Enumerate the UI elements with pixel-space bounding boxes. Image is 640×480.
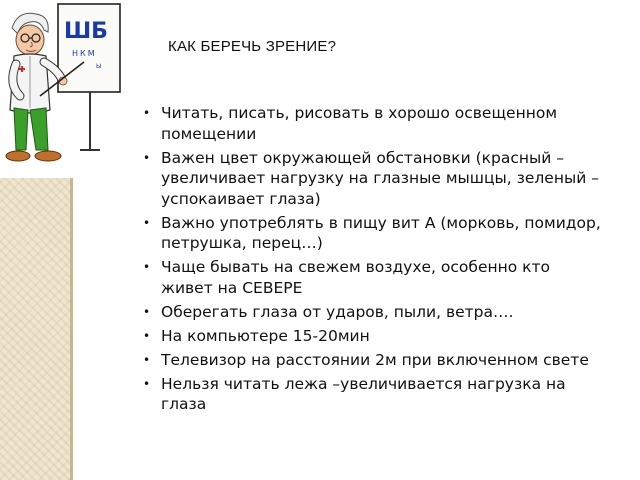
bullet-text-line-1: Важен цвет окружающей обстановки (красный – bbox=[161, 148, 564, 167]
bullet-text-line-2: помещении bbox=[161, 124, 257, 143]
bullet-item bbox=[142, 257, 640, 298]
bullet-text-line-2: глаза bbox=[161, 395, 207, 413]
bullet-text-line-1: Читать, писать, рисовать в хорошо освещенном bbox=[161, 104, 558, 122]
bullet-item bbox=[142, 374, 640, 415]
bullet-text-line-1: Телевизор на расстоянии 2м при включенном свете bbox=[161, 350, 589, 369]
decorative-side-strip bbox=[0, 178, 73, 480]
bullet-text-line-1: Нельзя читать лежа –увеличивается нагрузка на bbox=[161, 374, 566, 393]
bullet-item bbox=[142, 350, 640, 371]
bullet-marker: • bbox=[143, 215, 151, 230]
slide-title: КАК БЕРЕЧЬ ЗРЕНИЕ? bbox=[168, 38, 337, 55]
tips-bullet-list bbox=[142, 103, 640, 418]
bullet-item bbox=[142, 148, 640, 210]
eye-chart-row-2: НКМ bbox=[72, 49, 97, 58]
eye-chart-row-1: ШБ bbox=[64, 19, 108, 44]
bullet-item bbox=[142, 213, 640, 254]
bullet-marker: • bbox=[143, 260, 151, 274]
eye-chart-row-3: Ы bbox=[96, 63, 102, 70]
bullet-marker: • bbox=[143, 304, 151, 319]
bullet-text-line-1: На компьютере 15-20мин bbox=[161, 326, 370, 345]
bullet-text-line-1: Оберегать глаза от ударов, пыли, ветра…. bbox=[161, 302, 514, 321]
bullet-text-line-1: Важно употреблять в пищу вит А (морковь, помидор, bbox=[161, 213, 601, 232]
bullet-marker: • bbox=[143, 106, 151, 120]
bullet-marker: • bbox=[143, 150, 151, 165]
bullet-item bbox=[142, 326, 640, 347]
bullet-marker: • bbox=[143, 352, 151, 367]
bullet-item bbox=[142, 103, 640, 144]
doctor-eye-chart-illustration bbox=[0, 0, 150, 178]
bullet-marker: • bbox=[143, 376, 151, 391]
bullet-text-line-1: Чаще бывать на свежем воздухе, особенно кто bbox=[161, 258, 551, 276]
bullet-text-line-2: живет на СЕВЕРЕ bbox=[161, 278, 303, 297]
bullet-text-line-2: петрушка, перец…) bbox=[161, 234, 323, 252]
bullet-item bbox=[142, 302, 640, 323]
eye-chart-board bbox=[58, 4, 120, 150]
bullet-marker: • bbox=[143, 328, 151, 343]
bullet-text-line-3: успокаивает глаза) bbox=[161, 189, 321, 208]
bullet-text-line-2: увеличивает нагрузку на глазные мышцы, зеленый – bbox=[161, 169, 599, 187]
